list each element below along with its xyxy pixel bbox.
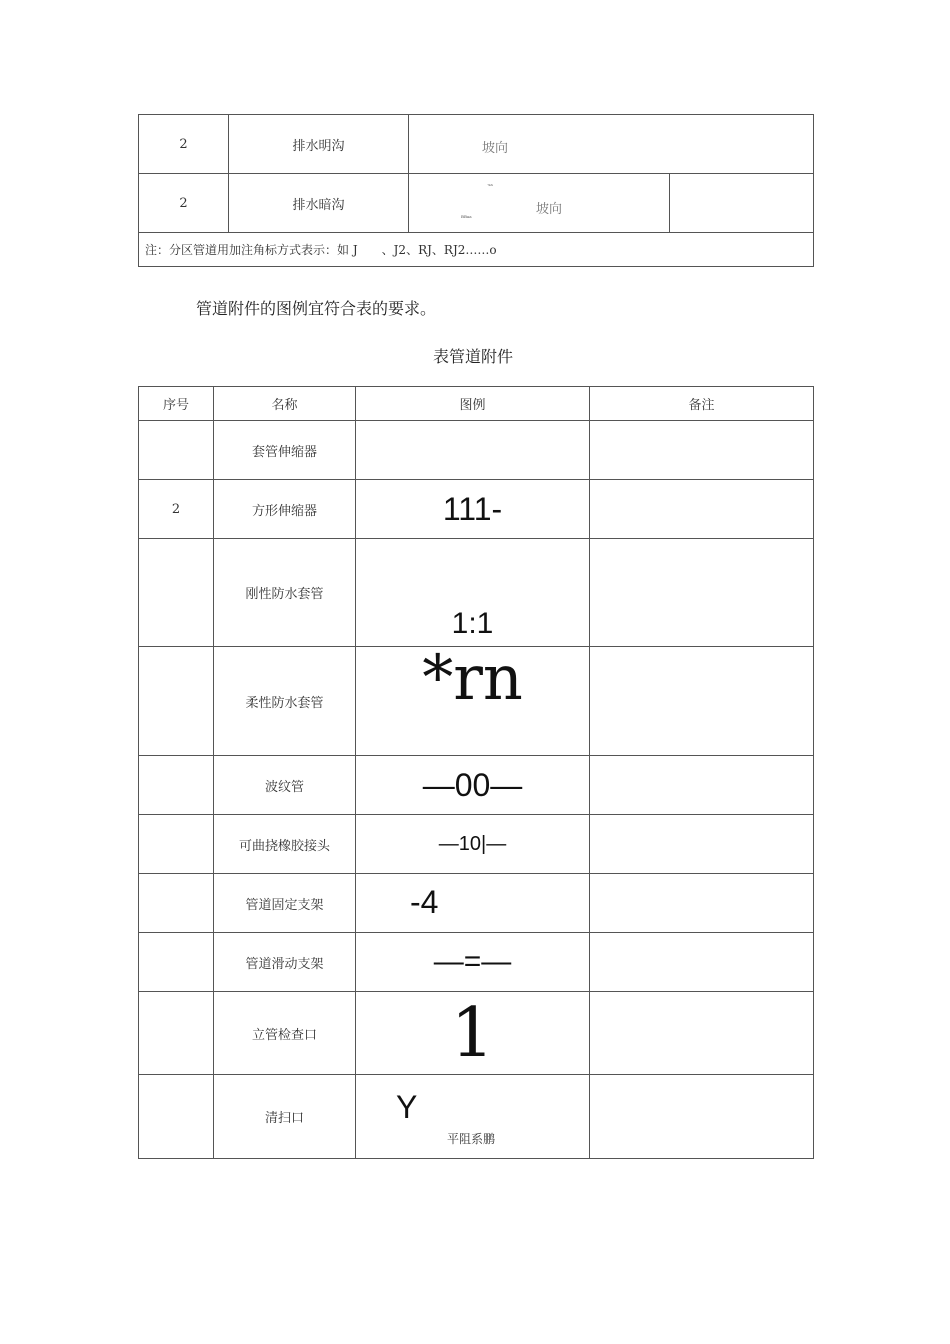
table-header-row (139, 387, 814, 421)
row-symbol: —00— (356, 756, 590, 815)
symbol-caption: 平阻系鹏 (447, 1132, 496, 1146)
row-number (139, 933, 214, 992)
table-row (139, 233, 814, 267)
legend-mark: BBaa (461, 214, 472, 219)
table-row (139, 115, 814, 174)
table-note: 注：分区管道用加注角标方式表示：如 J 、J2、RJ、RJ2……o (139, 233, 814, 267)
row-remarks (590, 421, 814, 480)
table-row (139, 539, 814, 647)
row-name: 清扫口 (214, 1075, 356, 1159)
row-symbol: -4 (410, 884, 439, 920)
row-number: 2 (139, 174, 229, 233)
row-number: 2 (139, 480, 214, 539)
row-symbol-cell (356, 539, 590, 647)
row-remarks (590, 992, 814, 1075)
slope-label: 坡向 (536, 202, 563, 217)
row-remarks (590, 874, 814, 933)
empty-cell (670, 174, 814, 233)
row-remarks (590, 756, 814, 815)
row-remarks (590, 539, 814, 647)
pipe-fittings-table (138, 386, 814, 1159)
row-remarks (590, 1075, 814, 1159)
legend-mark: ·sa (487, 182, 493, 187)
row-symbol: Y (396, 1089, 418, 1125)
row-name: 管道固定支架 (214, 874, 356, 933)
table-row (139, 174, 814, 233)
row-remarks (590, 647, 814, 756)
header-remarks: 备注 (590, 387, 814, 421)
slope-label: 坡向 (482, 141, 509, 156)
row-symbol: 1 (356, 992, 590, 1075)
row-number: 2 (139, 115, 229, 174)
table-row (139, 992, 814, 1075)
legend-cell (409, 174, 670, 233)
row-name: 柔性防水套管 (214, 647, 356, 756)
row-number (139, 421, 214, 480)
table-row (139, 815, 814, 874)
row-number (139, 539, 214, 647)
header-legend: 图例 (356, 387, 590, 421)
row-name: 套管伸缩器 (214, 421, 356, 480)
row-number (139, 874, 214, 933)
row-symbol: 1:1 (451, 607, 494, 640)
row-symbol (356, 421, 590, 480)
table-row (139, 647, 814, 756)
table-title: 表管道附件 (433, 347, 514, 366)
row-remarks (590, 480, 814, 539)
row-symbol: *rn (422, 641, 523, 714)
row-name: 排水明沟 (229, 115, 409, 174)
table-row (139, 874, 814, 933)
header-name: 名称 (214, 387, 356, 421)
table-row (139, 421, 814, 480)
table-row (139, 1075, 814, 1159)
row-number (139, 815, 214, 874)
row-name: 波纹管 (214, 756, 356, 815)
header-number: 序号 (139, 387, 214, 421)
row-number (139, 647, 214, 756)
row-remarks (590, 933, 814, 992)
row-name: 立管检查口 (214, 992, 356, 1075)
row-symbol: —10|— (356, 815, 590, 874)
row-remarks (590, 815, 814, 874)
drainage-table (138, 114, 814, 267)
row-number (139, 992, 214, 1075)
table-row (139, 933, 814, 992)
row-symbol-cell (356, 874, 590, 933)
paragraph: 管道附件的图例宜符合表的要求。 (196, 299, 437, 318)
row-number (139, 756, 214, 815)
row-name: 方形伸缩器 (214, 480, 356, 539)
row-number (139, 1075, 214, 1159)
row-symbol: —=— (356, 933, 590, 992)
row-name: 管道滑动支架 (214, 933, 356, 992)
table-row (139, 756, 814, 815)
legend-cell (409, 115, 814, 174)
row-symbol-cell (356, 1075, 590, 1159)
row-name: 刚性防水套管 (214, 539, 356, 647)
row-name: 排水暗沟 (229, 174, 409, 233)
row-symbol: 111- (356, 480, 590, 539)
table-row (139, 480, 814, 539)
row-name: 可曲挠橡胶接头 (214, 815, 356, 874)
row-symbol-cell (356, 641, 590, 756)
